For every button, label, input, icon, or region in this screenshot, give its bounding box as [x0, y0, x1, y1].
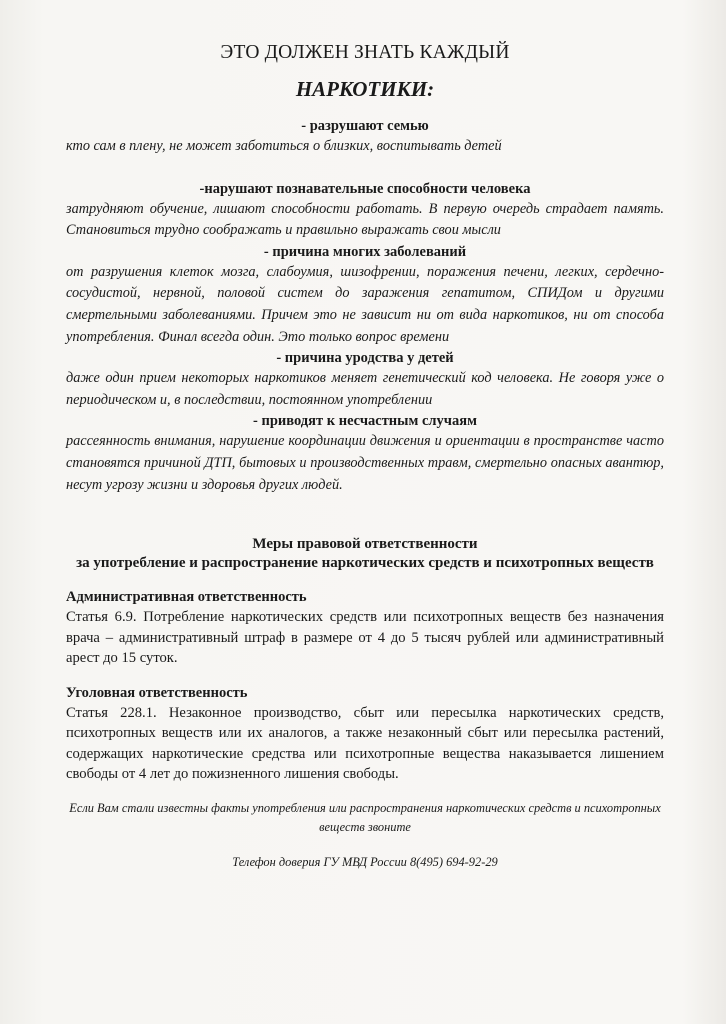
page-subtitle: НАРКОТИКИ:	[295, 77, 435, 101]
section-text-cognitive: затрудняют обучение, лишают способности работать. В первую очередь страдает память. Становиться трудно соображать и правильно выражать свои мысли	[66, 200, 664, 239]
administrative-text: Статья 6.9. Потребление наркотических средств или психотропных веществ без назначения врача – административный штраф в размере от 4 до 5 тысяч рублей или административный арест до 15 суток.	[66, 609, 664, 667]
section-text-deformity: даже один прием некоторых наркотиков меняет генетический код человека. Не говоря уже о периодическом и, в последствии, постоянном употреблении	[66, 370, 664, 408]
criminal-text: Статья 228.1. Незаконное производство, сбыт или пересылка наркотических средств, психотропных веществ или их аналогов, а также незаконный сбыт или пересылка растений, содержащих наркотические средства или психотропные вещества наказывается лишением свободы от 4 лет до пожизненного лишения свободы.	[66, 704, 664, 783]
section-heading-accidents: - приводят к несчастным случаям	[253, 413, 477, 430]
section-text-family: кто сам в плену, не может заботиться о близких, воспитывать детей	[66, 138, 502, 154]
criminal-heading: Уголовная ответственность	[66, 684, 248, 701]
legal-subtitle: за употребление и распространение наркотических средств и психотропных веществ	[76, 555, 654, 572]
page-title: ЭТО ДОЛЖЕН ЗНАТЬ КАЖДЫЙ	[220, 42, 510, 63]
section-text-accidents: рассеянность внимания, нарушение координации движения и ориентации в пространстве часто становятся причиной ДТП, бытовых и производственных травм, смертельно опасных авантюр, несут угрозу жизни и здоровья других людей.	[66, 433, 664, 493]
administrative-heading: Административная ответственность	[66, 589, 307, 606]
section-heading-diseases: - причина многих заболеваний	[263, 243, 467, 260]
hotline-phone: Телефон доверия ГУ МВД России 8(495) 694-92-29	[232, 854, 498, 869]
legal-title: Меры правовой ответственности	[252, 536, 478, 553]
section-text-diseases: от разрушения клеток мозга, слабоумия, шизофрении, поражения печени, легких, сердечно-сосудистой, нервной, половой систем до заражения гепатитом, СПИДом и другими смертельными заболеваниями. Причем это не зависит ни от вида наркотиков, ни от способа употребления. Финал всегда один. Это только вопрос времени	[66, 263, 664, 345]
document-content	[66, 36, 664, 872]
section-heading-deformity: - причина уродства у детей	[276, 350, 454, 367]
section-heading-cognitive: -нарушают познавательные способности человека	[199, 180, 531, 197]
section-heading-family: - разрушают семью	[301, 118, 429, 134]
footer-note: Если Вам стали известны факты употребления или распространения наркотических средств и психотропных веществ звоните	[69, 800, 661, 834]
